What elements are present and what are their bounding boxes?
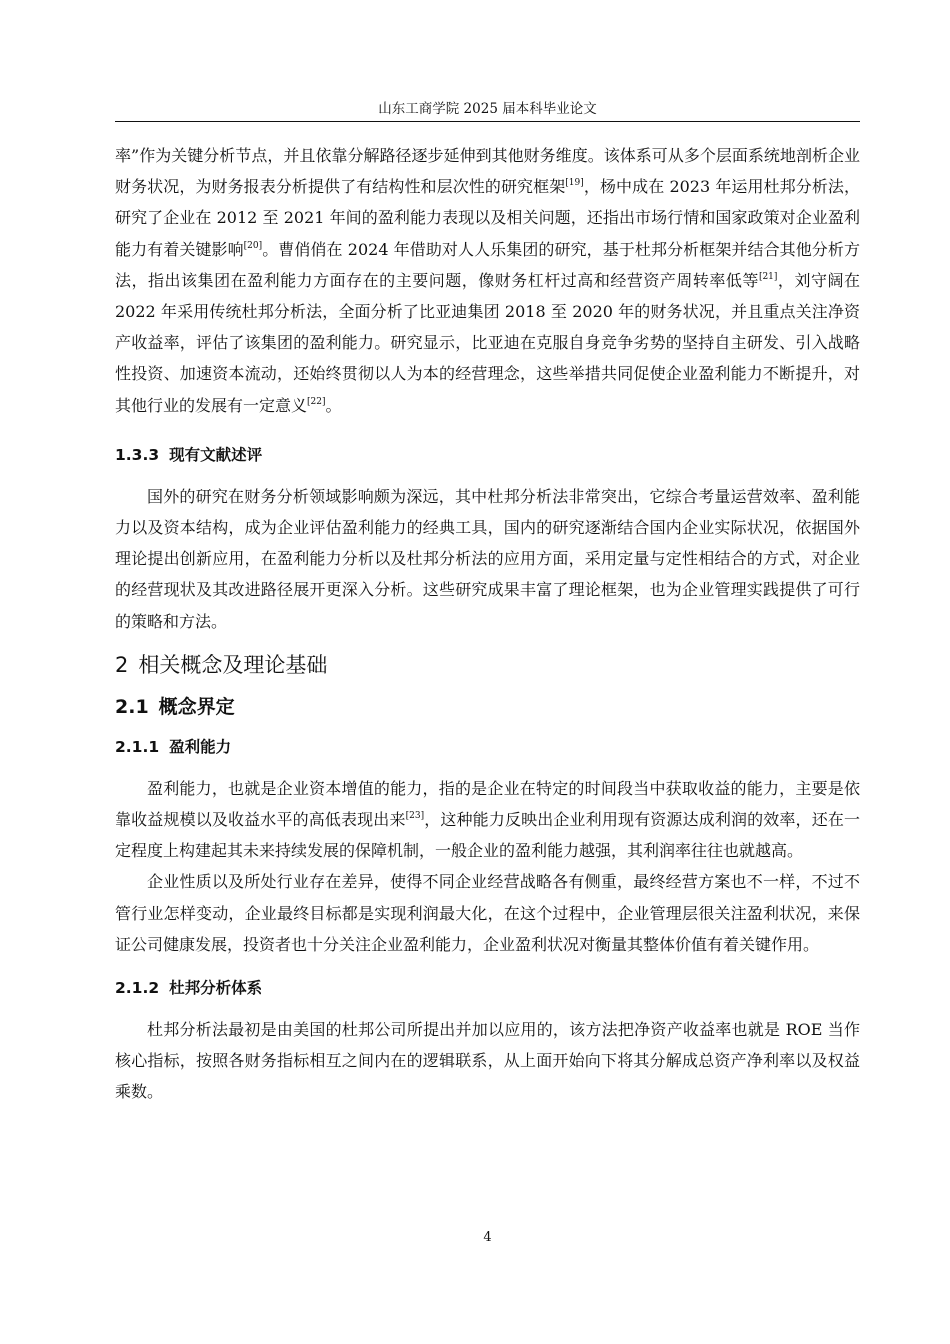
section-heading-1-3-3 xyxy=(115,443,860,467)
citation-ref: [22] xyxy=(307,396,326,407)
section-number: 2.1.2 xyxy=(115,979,160,998)
running-header: 山东工商学院 2025 届本科毕业论文 xyxy=(378,101,597,117)
section-title: 杜邦分析体系 xyxy=(169,979,263,998)
paragraph-profitability-definition xyxy=(115,773,860,867)
section-heading-2-1-2 xyxy=(115,976,860,1000)
citation-ref: [19] xyxy=(565,178,584,189)
section-title: 概念界定 xyxy=(158,695,235,718)
paragraph-dupont: 杜邦分析法最初是由美国的杜邦公司所提出并加以应用的，该方法把净资产收益率也就是 ROE 当作核心指标，按照各财务指标相互之间内在的逻辑联系，从上面开始向下将其分解成总资产净利率以及权益乘数。 xyxy=(115,1020,860,1102)
paragraph-profitability-context: 企业性质以及所处行业存在差异，使得不同企业经营战略各有侧重，最终经营方案也不一样，不过不管行业怎样变动，企业最终目标都是实现利润最大化，在这个过程中，企业管理层很关注盈利状况，来保证公司健康发展，投资者也十分关注企业盈利能力，企业盈利状况对衡量其整体价值有着关键作用。 xyxy=(115,872,860,954)
citation-ref: [21] xyxy=(758,271,778,282)
section-title: 现有文献述评 xyxy=(169,445,263,464)
page-number: 4 xyxy=(483,1230,492,1245)
chapter-heading-2 xyxy=(115,650,860,680)
section-title: 盈利能力 xyxy=(169,737,232,756)
paragraph-text: ，杨中成在 2023 年运用杜邦分析法，研究了企业在 2012 至 2021 年间的盈利能力表现以及相关问题，还指出市场行情和国家政策对企业盈利能力有着关键影响 xyxy=(115,177,860,259)
paragraph-text: 盈利能力，也就是企业资本增值的能力，指的是企业在特定的时间段当中获取收益的能力，主要是依靠收益规模以及收益水平的高低表现出来 xyxy=(115,778,860,830)
paragraph-text: ，这种能力反映出企业利用现有资源达成利润的效率，还在一定程度上构建起其未来持续发展的保障机制，一般企业的盈利能力越强，其利润率往往也就越高。 xyxy=(115,810,860,861)
chapter-number: 2 xyxy=(115,652,129,677)
citation-ref: [20] xyxy=(243,240,263,251)
paragraph-review: 国外的研究在财务分析领域影响颇为深远，其中杜邦分析法非常突出，它综合考量运营效率、盈利能力以及资本结构，成为企业评估盈利能力的经典工具，国内的研究逐渐结合国内企业实际状况，依据国外理论提出创新应用，在盈利能力分析以及杜邦分析法的应用方面，采用定量与定性相结合的方式，对企业的经营现状及其改进路径展开更深入分析。这些研究成果丰富了理论框架，也为企业管理实践提供了可行的策略和方法。 xyxy=(115,486,860,631)
paragraph-text: 。曹俏俏在 2024 年借助对人人乐集团的研究，基于杜邦分析框架并结合其他分析方法，指出该集团在盈利能力方面存在的主要问题，像财务杠杆过高和经营资产周转率低等 xyxy=(115,239,860,290)
section-number: 1.3.3 xyxy=(115,445,160,464)
section-heading-2-1 xyxy=(115,693,860,721)
chapter-title: 相关概念及理论基础 xyxy=(138,652,328,677)
section-number: 2.1 xyxy=(115,695,149,718)
section-number: 2.1.1 xyxy=(115,737,160,756)
section-heading-2-1-1 xyxy=(115,735,860,759)
citation-ref: [23] xyxy=(405,811,425,822)
paragraph-text: ，刘守阔在 2022 年采用传统杜邦分析法，全面分析了比亚迪集团 2018 至 2020 年的财务状况，并且重点关注净资产收益率，评估了该集团的盈利能力。研究显示，比亚迪在克服自身竞争劣势的坚持自主研发、引入战略性投资、加速资本流动，还始终贯彻以人为本的经营理念，这些举措共同促使企业盈利能力不断提升，对其他行业的发展有一定意义 xyxy=(115,270,860,415)
paragraph-text: 率”作为关键分析节点，并且依靠分解路径逐步延伸到其他财务维度。该体系可从多个层面系统地剖析企业财务状况，为财务报表分析提供了有结构性和层次性的研究框架 xyxy=(115,146,860,197)
page-body xyxy=(115,140,860,1108)
paragraph-text: 。 xyxy=(325,395,342,415)
header-rule xyxy=(115,121,860,122)
paragraph-literature-review-cont xyxy=(115,140,860,421)
